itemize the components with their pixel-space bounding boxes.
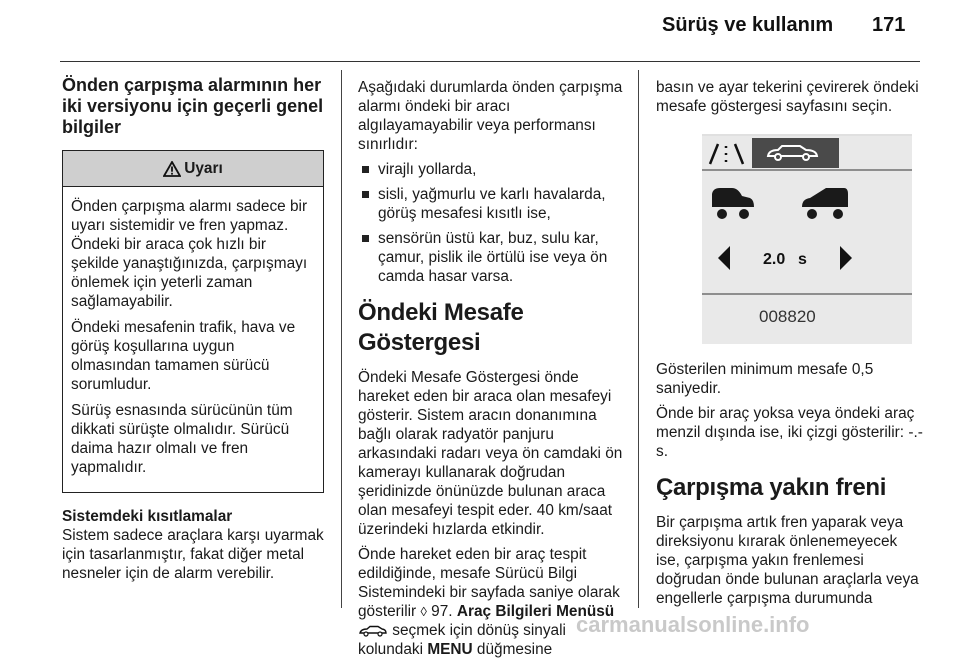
warning-label: Uyarı <box>184 160 223 177</box>
limitations-intro: Aşağıdaki durumlarda önden çarpışma alarmı öndeki bir aracı algılayamayabilir veya performansı sınırlıdır: <box>358 79 623 153</box>
list-item: sensörün üstü kar, buz, sulu kar, çamur, pislik ile örtülü ise veya ön camda hasar varsa. <box>358 229 626 286</box>
list-item: virajlı yollarda, <box>358 160 626 179</box>
page-ref-link[interactable]: 97. <box>431 603 453 620</box>
warning-paragraph: Öndeki mesafenin trafik, hava ve görüş koşullarına uygun olmasından tamamen sürücü sorumludur. <box>71 319 296 393</box>
warning-body <box>63 187 323 492</box>
warning-triangle-icon <box>163 161 181 177</box>
section-heading-brake: Çarpışma yakın freni <box>656 474 887 501</box>
left-column <box>62 70 324 589</box>
page-number: 171 <box>872 14 906 36</box>
column-divider-2 <box>638 70 639 608</box>
warning-box <box>62 150 324 493</box>
distance-display-illustration <box>702 134 912 344</box>
section-heading-general: Önden çarpışma alarmının her iki versiyonu için geçerli genel bilgiler <box>62 75 324 137</box>
column-divider-1 <box>341 70 342 608</box>
menu-button-label: MENU <box>427 641 473 658</box>
distance-value: 2.0 <box>763 251 786 268</box>
minimum-distance-text: Gösterilen minimum mesafe 0,5 saniyedir. <box>656 361 874 397</box>
page-ref-arrow-icon: ◊ <box>420 604 427 619</box>
warning-header <box>63 151 323 187</box>
limitations-list <box>358 160 626 286</box>
warning-paragraph: Sürüş esnasında sürücünün tüm dikkati sürüşte olmalıdır. Sürücü daima hazır olmalı ve fren yapmalıdır. <box>71 402 293 476</box>
middle-column <box>358 78 626 665</box>
brake-paragraph: Bir çarpışma artık fren yaparak veya direksiyonu kırarak önlenemeyecek ise, çarpışma yakın frenlemesi doğrudan önde bulunan araçlarla veya engellerle çarpışma durumunda <box>656 514 919 607</box>
car-tab-background <box>752 138 839 168</box>
watermark: carmanualsonline.info <box>576 612 810 637</box>
list-item: sisli, yağmurlu ve karlı havalarda, görüş mesafesi kısıtlı ise, <box>358 185 626 223</box>
instruction-paragraph: basın ve ayar tekerini çevirerek öndeki mesafe göstergesi sayfasını seçin. <box>656 79 919 115</box>
warning-paragraph: Önden çarpışma alarmı sadece bir uyarı sistemidir ve fren yapmaz. Öndeki bir araca çok hızlı bir şekilde yanaştığınızda, çarpışmayı önlemek için yeterli zaman sağlamayabilir. <box>71 198 308 310</box>
no-vehicle-text: Önde bir araç yoksa veya öndeki araç menzil dışında ise, iki çizgi gösterilir: -.- s. <box>656 405 923 460</box>
right-column <box>656 78 924 614</box>
distance-unit: s <box>798 251 807 268</box>
page-header-title: Sürüş ve kullanım <box>662 14 834 36</box>
menu-name: Araç Bilgileri Menüsü <box>456 603 615 620</box>
distance-paragraph: Öndeki Mesafe Göstergesi önde hareket eden bir araca olan mesafeyi gösterir. Sistem aracın donanımına bağlı olarak radyatör panjuru arkasındaki radarı veya ön camdaki ön kamerayı kullanarak doğrudan şeridinizde önünüzde bulunan araca olan mesafeyi tespit eder. 40 km/saat üzerindeki hızlarda etkindir. <box>358 369 623 538</box>
text-span: düğmesine <box>476 641 553 658</box>
text-span: Önde hareket eden bir araç tespit edildiğinde, mesafe Sürücü Bilgi Sistemindeki bir sayfada saniye olarak gösterilir <box>358 546 620 620</box>
text-span: seçmek için dönüş sinyali kolundaki <box>358 622 566 658</box>
limitations-text: Sistem sadece araçlara karşı uyarmak için tasarlanmıştır, fakat diğer metal nesneler için de alarm verebilir. <box>62 527 324 582</box>
section-heading-distance: Öndeki Mesafe Göstergesi <box>358 299 524 356</box>
header-rule <box>60 61 920 62</box>
limitations-heading: Sistemdeki kısıtlamalar <box>62 508 233 525</box>
car-icon <box>358 625 388 637</box>
odometer-reading: 008820 <box>759 307 816 326</box>
